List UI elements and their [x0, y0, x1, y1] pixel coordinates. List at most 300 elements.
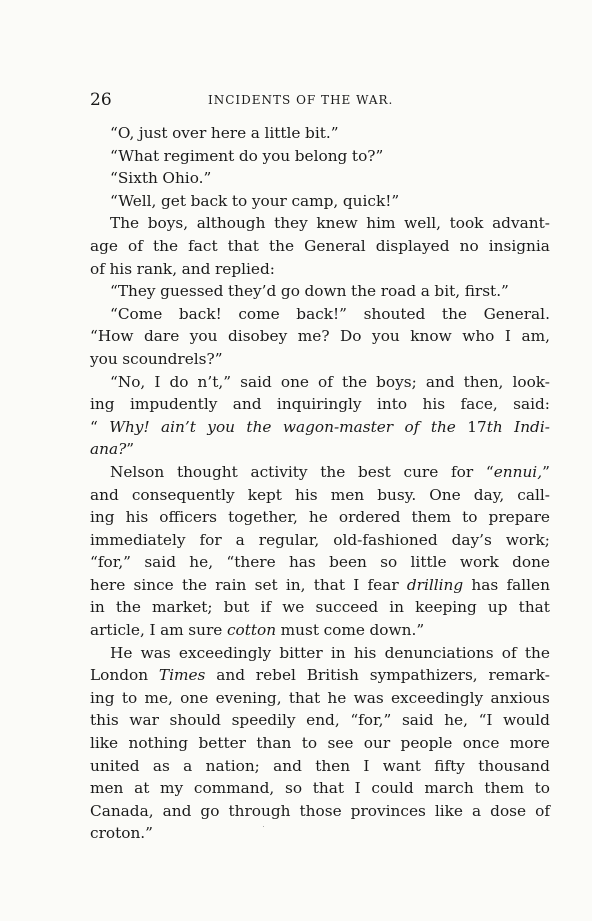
word: Ohio.”: [162, 169, 212, 188]
word: “No,: [110, 372, 146, 391]
word: “for,”: [350, 711, 392, 730]
word: one: [180, 688, 209, 707]
italic-word: Indi-: [514, 417, 550, 436]
word: fifty: [434, 756, 465, 775]
running-title: INCIDENTS OF THE WAR.: [208, 93, 394, 107]
word: your: [251, 191, 287, 210]
word: who: [462, 327, 495, 346]
word: “O,: [110, 124, 135, 142]
word: rain: [215, 575, 247, 594]
word: know: [410, 327, 452, 346]
word: British: [306, 666, 359, 685]
word: quick!”: [342, 191, 400, 210]
word: Nelson: [110, 462, 165, 481]
word: said: [144, 553, 176, 572]
word: them: [484, 779, 524, 798]
word: “Well,: [110, 191, 157, 210]
word: go: [200, 801, 220, 820]
word: he: [308, 508, 328, 527]
word: disobey: [228, 327, 288, 346]
text-line: [90, 325, 550, 348]
word: one: [280, 372, 309, 391]
word: inquiringly: [276, 395, 362, 414]
text-line: [90, 235, 550, 258]
word: his: [353, 643, 377, 662]
text-line: [90, 280, 550, 303]
word: would: [503, 711, 550, 730]
word: but: [223, 598, 250, 617]
word: ing: [90, 688, 115, 707]
word: the: [351, 282, 377, 301]
word: said: [401, 711, 434, 730]
word: croton.”: [90, 824, 153, 843]
word: more: [509, 734, 550, 753]
word: a: [183, 756, 193, 775]
word: people: [400, 734, 453, 753]
word: his: [125, 508, 149, 527]
word: General: [304, 236, 366, 255]
word: could: [371, 779, 414, 798]
word: just: [138, 124, 168, 142]
text-line: [90, 755, 550, 778]
word: and: [90, 485, 119, 504]
word: over: [172, 124, 207, 142]
word: provinces: [350, 801, 426, 820]
word: back!: [178, 304, 222, 323]
word: ing: [90, 395, 115, 414]
word: keeping: [415, 598, 477, 617]
word: “They: [110, 282, 156, 301]
word: immediately: [90, 530, 186, 549]
text-line: [90, 461, 550, 484]
word: up: [487, 598, 508, 617]
word: go: [280, 282, 300, 301]
word: they’d: [227, 282, 277, 301]
word: want: [382, 756, 421, 775]
body-text: [90, 122, 550, 845]
word: the: [524, 643, 550, 662]
word: “there: [226, 553, 276, 572]
word: anxious: [490, 688, 550, 707]
word: well,: [404, 214, 441, 233]
text-line: [90, 258, 550, 281]
word: article,: [90, 621, 145, 640]
word: “What: [110, 146, 160, 165]
word: dose: [490, 801, 527, 820]
word: day,: [473, 485, 505, 504]
word: road: [380, 282, 417, 301]
word: camp,: [291, 191, 339, 210]
word: first.”: [464, 282, 509, 301]
word: activity: [250, 462, 308, 481]
text-line: [90, 506, 550, 529]
word: said:: [513, 395, 550, 414]
word: the: [320, 462, 346, 481]
word: I: [354, 779, 361, 798]
word: down: [304, 282, 347, 301]
word: he: [327, 688, 347, 707]
word: should: [169, 711, 221, 730]
word: you: [189, 327, 218, 346]
word: sure: [188, 621, 223, 640]
word: although: [196, 214, 266, 233]
word: the: [152, 236, 179, 255]
word: sympathizers,: [369, 666, 478, 685]
word: to: [462, 508, 478, 527]
word: than: [256, 734, 292, 753]
word: in: [389, 598, 405, 617]
word: do: [238, 146, 258, 165]
italic-word: the: [430, 417, 456, 436]
word: he,: [444, 711, 468, 730]
word: and: [425, 372, 455, 391]
page-speck: [263, 826, 264, 827]
word: them: [411, 508, 452, 527]
text-line: [90, 484, 550, 507]
text-line: [90, 822, 550, 845]
word: back!”: [296, 304, 347, 323]
text-line: [90, 732, 550, 755]
word: the: [341, 372, 368, 391]
word: shouted: [363, 304, 426, 323]
word: thought: [176, 462, 238, 481]
word: through: [228, 801, 291, 820]
word: old-fashioned: [333, 530, 438, 549]
word: command,: [193, 779, 275, 798]
word: me?: [297, 327, 330, 346]
word-fragment: ”: [542, 462, 550, 481]
text-line: [90, 596, 550, 619]
word: succeed: [315, 598, 379, 617]
word: rank,: [136, 259, 178, 278]
word: of: [318, 372, 333, 391]
word: so: [284, 779, 303, 798]
word: boys,: [147, 214, 189, 233]
word: nation;: [205, 756, 260, 775]
word: “: [90, 417, 98, 436]
word: displayed: [375, 236, 450, 255]
italic-fragment: ennui,: [493, 462, 543, 481]
word: One: [429, 485, 461, 504]
word: once: [462, 734, 500, 753]
text-line: [90, 416, 550, 439]
word: “How: [90, 327, 134, 346]
italic-word: ain’t: [161, 417, 196, 436]
word: the: [269, 236, 295, 255]
word: our: [363, 734, 391, 753]
italic-word: wagon-master: [282, 417, 394, 436]
word: call-: [517, 485, 550, 504]
word: in: [90, 598, 105, 617]
word: this: [90, 711, 119, 730]
word: ing: [90, 508, 115, 527]
text-line: [90, 529, 550, 552]
word: regiment: [163, 146, 235, 165]
word: you: [90, 349, 118, 368]
word: in: [330, 643, 346, 662]
text-line: [90, 777, 550, 800]
word: here: [90, 575, 126, 594]
word: bitter: [279, 643, 323, 662]
word: to: [121, 688, 138, 707]
italic-word: Times: [158, 666, 206, 685]
word: if: [260, 598, 272, 617]
word: work: [459, 553, 499, 572]
word: and: [273, 756, 302, 775]
word: I: [149, 621, 156, 640]
word: no: [459, 236, 479, 255]
word: am: [160, 621, 184, 640]
word: face,: [460, 395, 498, 414]
word: a: [420, 282, 430, 301]
word: then: [315, 756, 351, 775]
word: and: [181, 259, 211, 278]
text-line: [90, 167, 550, 190]
word-fragment: 17: [467, 417, 487, 436]
word: the: [181, 575, 207, 594]
word: of: [90, 259, 105, 278]
word: [467, 416, 502, 439]
word: to: [231, 191, 248, 210]
word: kept: [247, 485, 282, 504]
text-line: [90, 393, 550, 416]
word: ordered: [338, 508, 401, 527]
word: said: [240, 372, 272, 391]
word: down.”: [369, 621, 425, 640]
word: his: [109, 259, 133, 278]
word: nothing: [128, 734, 189, 753]
running-header: [90, 90, 550, 114]
word: belong: [294, 146, 348, 165]
word: exceedingly: [390, 688, 484, 707]
word: you: [262, 146, 291, 165]
italic-word: drilling: [406, 575, 464, 594]
italic-fragment: th: [486, 417, 503, 436]
word: set: [254, 575, 278, 594]
word: do: [169, 372, 189, 391]
word: must: [280, 621, 320, 640]
word: march: [424, 779, 474, 798]
word: exceedingly: [178, 643, 272, 662]
word: rebel: [255, 666, 296, 685]
word: I: [504, 327, 511, 346]
word: evening,: [215, 688, 282, 707]
word: been: [329, 553, 367, 572]
word: cure: [403, 462, 439, 481]
word: him: [366, 214, 396, 233]
word: I: [154, 372, 161, 391]
word: was: [353, 688, 384, 707]
word: united: [90, 756, 140, 775]
word: was: [140, 643, 171, 662]
italic-word: of: [404, 417, 420, 436]
italic-fragment: ana?: [90, 440, 127, 459]
word: like: [434, 801, 463, 820]
word: for: [451, 462, 474, 481]
word: “for,”: [90, 553, 132, 572]
text-line: [90, 642, 550, 665]
italic-word: the: [246, 417, 272, 436]
word: officers: [159, 508, 218, 527]
word: so: [380, 553, 398, 572]
word: boys;: [376, 372, 417, 391]
word: guessed: [160, 282, 224, 301]
word: consequently: [131, 485, 235, 504]
word: that: [227, 236, 259, 255]
word: He: [110, 643, 133, 662]
word: The: [110, 214, 140, 233]
word-fragment: “: [485, 462, 494, 481]
word: my: [160, 779, 184, 798]
word: “Sixth: [110, 169, 158, 188]
word: Do: [340, 327, 362, 346]
word: men: [90, 779, 124, 798]
word: knew: [316, 214, 358, 233]
word: that: [288, 688, 321, 707]
word: look-: [512, 372, 550, 391]
word: thousand: [478, 756, 550, 775]
word: impudently: [129, 395, 218, 414]
word: fallen: [506, 575, 550, 594]
italic-word: you: [207, 417, 236, 436]
word: that: [312, 779, 344, 798]
word: “Come: [110, 304, 163, 323]
word: remark-: [488, 666, 550, 685]
word: at: [134, 779, 150, 798]
word: me,: [144, 688, 173, 707]
text-line: [90, 212, 550, 235]
word: dare: [143, 327, 180, 346]
word: like: [90, 734, 119, 753]
word: and: [232, 395, 262, 414]
word: insignia: [488, 236, 550, 255]
word: prepare: [488, 508, 550, 527]
word: regular,: [258, 530, 320, 549]
word: a: [472, 801, 482, 820]
word: bit,: [434, 282, 461, 301]
text-line: [90, 348, 550, 371]
word: am,: [521, 327, 550, 346]
text-line: [90, 438, 550, 461]
word: that: [518, 598, 550, 617]
text-line: [90, 619, 550, 642]
word: you: [372, 327, 400, 346]
word: and: [216, 666, 245, 685]
word: advant-: [492, 214, 550, 233]
word: I: [363, 756, 370, 775]
word: of: [501, 643, 517, 662]
word: the: [441, 304, 467, 323]
word: day’s: [451, 530, 492, 549]
text-line: [90, 664, 550, 687]
text-line: [90, 551, 550, 574]
word: see: [327, 734, 354, 753]
word: come: [323, 621, 365, 640]
word: the: [115, 598, 141, 617]
word: he,: [189, 553, 214, 572]
word: war: [129, 711, 159, 730]
word: men: [330, 485, 365, 504]
word: [90, 438, 134, 461]
word: as: [152, 756, 170, 775]
word: in,: [285, 575, 306, 594]
word: his: [295, 485, 318, 504]
text-line: [90, 574, 550, 597]
word: work;: [505, 530, 550, 549]
word: bit.”: [305, 124, 339, 142]
italic-word: Why!: [109, 417, 150, 436]
word: they: [274, 214, 308, 233]
word: of: [535, 801, 550, 820]
word: of: [128, 236, 143, 255]
word: I: [353, 575, 360, 594]
word: speedily: [231, 711, 296, 730]
word: General.: [483, 304, 550, 323]
word: took: [449, 214, 484, 233]
word: Canada,: [90, 801, 154, 820]
word: for: [199, 530, 222, 549]
word: to: [301, 734, 318, 753]
word: “I: [478, 711, 493, 730]
word: denunciations: [384, 643, 494, 662]
word: age: [90, 236, 118, 255]
word: replied:: [214, 259, 275, 278]
word: and: [162, 801, 192, 820]
word: a: [250, 124, 260, 142]
word: together,: [228, 508, 298, 527]
italic-word: cotton: [226, 621, 277, 640]
word: scoundrels?”: [122, 349, 223, 368]
word: to: [534, 779, 550, 798]
word: a: [235, 530, 245, 549]
word: little: [264, 124, 301, 142]
word: has: [471, 575, 499, 594]
word-fragment: ”: [126, 440, 135, 459]
text-line: [90, 371, 550, 394]
word: to?”: [351, 146, 384, 165]
word: best: [357, 462, 391, 481]
word: we: [282, 598, 305, 617]
word: has: [288, 553, 316, 572]
word: since: [133, 575, 174, 594]
word: come: [238, 304, 280, 323]
word: n’t,”: [197, 372, 232, 391]
text-line: [90, 800, 550, 823]
word: busy.: [377, 485, 417, 504]
word: better: [198, 734, 246, 753]
word: get: [161, 191, 186, 210]
text-line: [90, 709, 550, 732]
text-line: [90, 303, 550, 326]
text-line: [90, 687, 550, 710]
word: fact: [188, 236, 218, 255]
word: market;: [152, 598, 213, 617]
word: [486, 461, 550, 484]
word: done: [512, 553, 550, 572]
page-number: 26: [90, 90, 112, 110]
text-line: [90, 145, 550, 168]
word: his: [422, 395, 446, 414]
text-line: [90, 122, 550, 145]
word: into: [376, 395, 408, 414]
word: that: [313, 575, 346, 594]
word: back: [190, 191, 228, 210]
word: little: [410, 553, 447, 572]
text-line: [90, 190, 550, 213]
word: those: [299, 801, 342, 820]
word: here: [210, 124, 247, 142]
word: end,: [306, 711, 340, 730]
